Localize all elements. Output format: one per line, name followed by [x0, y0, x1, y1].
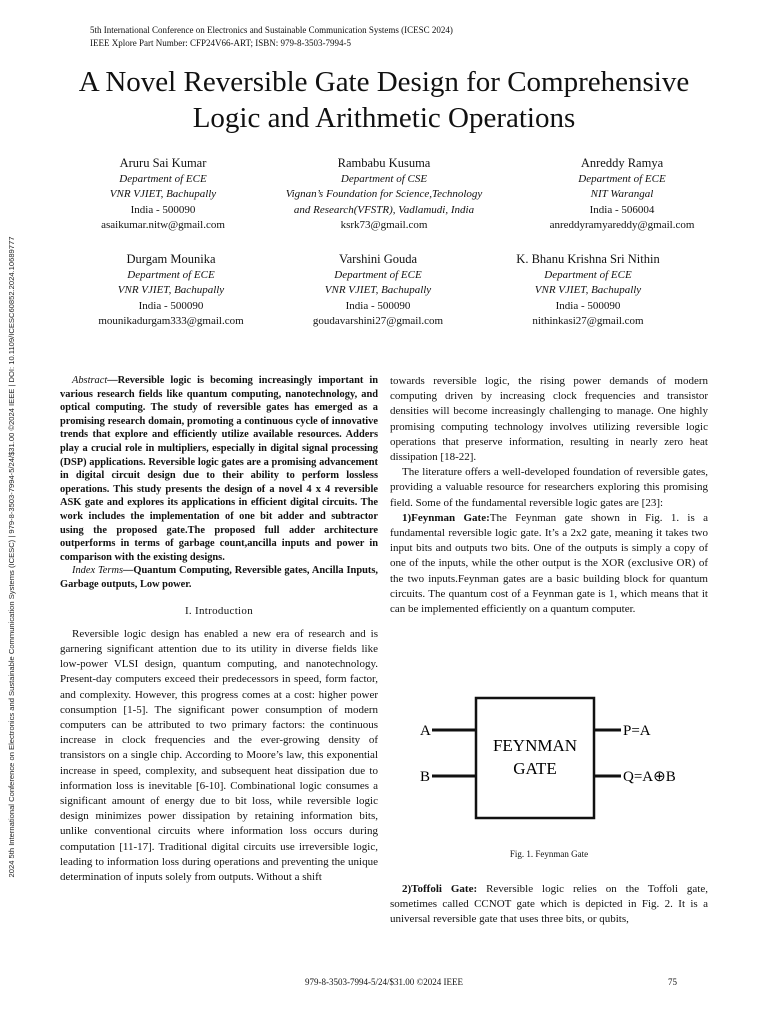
author-email[interactable]: nithinkasi27@gmail.com	[532, 315, 644, 327]
intro-paragraph: Reversible logic design has enabled a new era of research and is garnering significant attention due to its utility in diverse fields like low-power VLSI design, quantum computing, and nanotechnology. Present-day computers exceed their predecessors in speed, form factor, and complexity. However, this progress comes at a cost: higher power consumption [1-5]. The significant power consumption of modern computers can be attributed to two primary factors: the continuous increase in clock frequencies and the ever-growing density of transistors on a single chip. According to Moore’s law, this exponential increase in speed, complexity, and subsequent heat dissipation due to information loss is inevitable [6-10]. Combinational logic consumes a significant amount of energy due to bit loss, while reversible logic design minimizes power dissipation by retaining information bits, unlike conventional circuits where information loss occurs during computation [11-17]. Traditional digital circuits use irreversible logic, leading to information loss during operations and preventing the unique determination of inputs solely from outputs. Without a shift	[60, 627, 378, 883]
author-block-4	[56, 252, 286, 330]
author-dept: Department of ECE	[334, 268, 422, 281]
index-terms-label: Index Terms	[72, 565, 124, 577]
right-paragraph-1: towards reversible logic, the rising power demands of modern computing driven by increasing clock frequencies and transistor densities will become increasingly challenging to manage. One highly promising computing technology involves utilizing reversible logic operations that preserve information, resulting in nearly zero heat dissipation [18-22].	[390, 375, 708, 464]
author-block-6	[473, 252, 703, 330]
author-dept: Department of CSE	[340, 172, 428, 185]
output-q-label: Q=A⊕B	[623, 769, 676, 785]
conference-name: 5th International Conference on Electronics and Sustainable Communication Systems (ICESC 2024)	[90, 25, 453, 35]
abstract-dash: —	[107, 375, 118, 386]
abstract-text: Reversible logic is becoming increasingly important in various research fields like quantum computing, nanotechnology, and optical computing. The study of reversible gates has emerged as a promising research domain, promoting a continuous cycle of innovative trends that explore and efficiently utilize available resources. Adders play a crucial role in multipliers, especially in digital signal processing (DSP) applications. Reversible logic gates are a promising advancement in digital circuit design due to their ability to perform lossless operations. This study presents the design of a novel 4 x 4 reversible ASK gate and explores its applications in efficient digital circuits. The work includes the implementation of one bit adder and subtractor using the proposed gate.The proposed full adder architecture outperforms in terms of garbage count,ancilla inputs and power in comparison with the existing designs.	[60, 375, 378, 563]
author-loc: India - 500090	[345, 299, 411, 312]
box-label-line-1: FEYNMAN	[492, 736, 578, 755]
author-dept: Department of ECE	[119, 172, 207, 185]
box-label-line-2: GATE	[513, 759, 557, 778]
page-number: 75	[668, 977, 677, 987]
author-dept: Department of ECE	[544, 268, 632, 281]
left-column	[60, 374, 378, 885]
author-name: Rambabu Kusuma	[337, 156, 431, 170]
doi-sidebar: 2024 5th International Conference on Electronics and Sustainable Communication Systems (ICESC) | 979-8-3503-7994-5/24/$31.00 ©2024 IEEE | DOI: 10.1109/ICESC60852.2024.10689777	[7, 236, 16, 878]
author-block-5	[263, 252, 493, 330]
abstract-label: Abstract	[72, 375, 108, 386]
input-a-label: A	[420, 723, 431, 739]
right-column	[390, 374, 708, 617]
author-dept: Department of ECE	[578, 172, 666, 185]
author-inst: VNR VJIET, Bachupally	[324, 284, 432, 296]
toffoli-text: Reversible logic relies on the Toffoli gate, sometimes called CCNOT gate which is depicted in Fig. 2. It is a universal reversible gate that uses three bits, or qubits,	[390, 883, 708, 926]
author-email[interactable]: ksrk73@gmail.com	[340, 219, 428, 231]
title-line-2: Logic and Arithmetic Operations	[192, 102, 576, 134]
paper-title	[40, 64, 728, 136]
author-loc: India - 500090	[138, 299, 204, 312]
author-name: Durgam Mounika	[126, 252, 216, 266]
section-heading-introduction: I. Introduction	[184, 604, 254, 617]
right-column-lower	[390, 882, 708, 928]
author-name: Varshini Gouda	[338, 252, 418, 266]
input-b-label: B	[420, 769, 431, 785]
author-block-2	[254, 156, 514, 234]
footer-copyright: 979-8-3503-7994-5/24/$31.00 ©2024 IEEE	[304, 977, 464, 987]
toffoli-paragraph	[390, 882, 708, 928]
feynman-paragraph	[390, 511, 708, 617]
author-dept: Department of ECE	[127, 268, 215, 281]
author-email[interactable]: asaikumar.nitw@gmail.com	[101, 219, 225, 231]
author-inst-2: and Research(VFSTR), Vadlamudi, India	[293, 203, 475, 216]
author-email[interactable]: mounikadurgam333@gmail.com	[98, 315, 244, 327]
author-email[interactable]: anreddyramyareddy@gmail.com	[549, 219, 695, 231]
index-terms-text: Quantum Computing, Reversible gates, Ancilla Inputs, Garbage outputs, Low power.	[60, 565, 378, 590]
author-loc: India - 500090	[130, 203, 196, 216]
author-name: Anreddy Ramya	[580, 156, 664, 170]
author-inst: VNR VJIET, Bachupally	[117, 284, 225, 296]
abstract	[60, 374, 378, 564]
feynman-gate-figure	[416, 690, 696, 830]
part-number: IEEE Xplore Part Number: CFP24V66-ART; ISBN: 979-8-3503-7994-5	[90, 38, 351, 48]
feynman-text: The Feynman gate shown in Fig. 1. is a fundamental reversible logic gate. It’s a 2x2 gate, meaning it takes two input bits and outputs two bits. One of the outputs is simply a copy of one of the inputs, while the other output is the XOR (exclusive OR) of the two inputs.Feynman gates are a basic building block for quantum circuits. The quantum cost of a Feynman gate is 1, which means that it can be implemented efficiently on a quantum computer.	[390, 511, 708, 616]
author-loc: India - 506004	[589, 203, 655, 216]
toffoli-label: 2)Toffoli Gate:	[402, 883, 478, 895]
author-inst: VNR VJIET, Bachupally	[534, 284, 642, 296]
title-line-1: A Novel Reversible Gate Design for Comprehensive	[78, 66, 690, 98]
author-name: Aruru Sai Kumar	[119, 156, 207, 170]
feynman-gate-box	[476, 698, 594, 818]
author-inst: NIT Warangal	[590, 188, 654, 200]
index-terms	[60, 564, 378, 591]
author-block-3	[507, 156, 737, 234]
right-paragraph-2: The literature offers a well-developed foundation of reversible gates, providing a valuable resource for researchers exploring this promising field. Some of the fundamental reversible logic gates are [23]:	[390, 466, 708, 509]
author-loc: India - 500090	[555, 299, 621, 312]
author-block-1	[48, 156, 278, 234]
author-inst: VNR VJIET, Bachupally	[109, 188, 217, 200]
author-inst: Vignan’s Foundation for Science,Technology	[285, 188, 483, 200]
feynman-label: 1)Feynman Gate:	[402, 511, 490, 524]
conference-header	[90, 24, 453, 50]
output-p-label: P=A	[623, 723, 651, 739]
author-email[interactable]: goudavarshini27@gmail.com	[312, 315, 444, 327]
author-name: K. Bhanu Krishna Sri Nithin	[516, 252, 660, 266]
index-terms-dash: —	[123, 565, 134, 577]
figure-caption: Fig. 1. Feynman Gate	[509, 849, 589, 859]
